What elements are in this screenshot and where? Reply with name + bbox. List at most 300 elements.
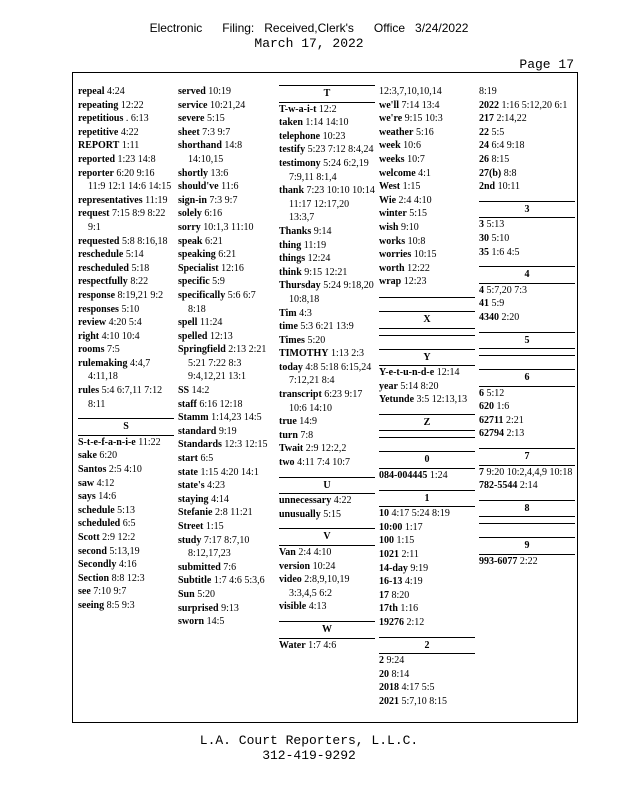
index-references: 9:19 [410, 562, 429, 574]
index-references: 14:9 [299, 416, 318, 428]
index-references: 4:17 5:24 8:19 [391, 508, 450, 520]
index-word: schedule [78, 504, 115, 516]
index-word: review [78, 317, 107, 329]
index-references: 8:15 [491, 153, 510, 165]
section-header [279, 477, 375, 493]
index-word: respectfully [78, 276, 128, 288]
index-references: 11:24 [199, 317, 223, 329]
index-references: 1:6 4:5 [491, 246, 520, 258]
index-word: sign-in [178, 194, 207, 206]
index-references: 11:19 [303, 239, 327, 251]
index-entry [178, 574, 274, 588]
index-entry [379, 602, 475, 616]
index-references: 8:22 [130, 276, 149, 288]
index-entry [78, 316, 174, 330]
index-word: weather [379, 126, 414, 138]
index-references: 10:21,24 [209, 99, 246, 111]
empty-section-rule [479, 523, 575, 530]
index-word: specific [178, 276, 210, 288]
index-word: year [379, 380, 398, 392]
index-word: saw [78, 477, 95, 489]
index-references: 4:17 5:5 [401, 682, 435, 694]
section-header [379, 637, 475, 653]
index-references: 5:4 6:7,11 7:12 8:11 [88, 385, 163, 410]
index-entry [178, 438, 274, 452]
index-references: 1:15 4:20 14:1 [200, 466, 259, 478]
index-references: 7:6 [223, 561, 237, 573]
index-word: Scott [78, 532, 100, 543]
index-references: 9:15 10:3 [404, 113, 443, 125]
index-entry [379, 393, 475, 407]
index-references: . 6:13 [125, 113, 149, 125]
index-references: 2:8 11:21 [214, 507, 253, 519]
index-entry [379, 548, 475, 562]
index-column-5 [479, 85, 575, 569]
index-references: 6:20 9:16 11:9 12:1 14:6 14:15 [88, 167, 172, 193]
section-header [379, 349, 475, 365]
index-entry [479, 153, 575, 167]
section-header [479, 500, 575, 516]
index-entry [78, 449, 174, 463]
section-letter: V [323, 531, 331, 543]
index-references: 5:7,10 8:15 [401, 695, 448, 707]
index-entry [178, 493, 274, 507]
index-word: 17th [379, 603, 398, 615]
index-references: 8:19,21 9:2 [117, 289, 164, 301]
index-entry [379, 99, 475, 113]
index-word: Wie [379, 194, 397, 206]
index-word: today [279, 361, 303, 373]
index-references: 1:23 14:8 [117, 153, 156, 165]
section-letter: 2 [424, 639, 430, 651]
index-word: submitted [178, 561, 221, 573]
index-references: 5:5 [491, 126, 505, 138]
index-entry [479, 311, 575, 325]
index-entry [379, 681, 475, 695]
index-references: 2:11 [401, 549, 419, 561]
index-word: service [178, 99, 208, 111]
index-references: 2:4 4:10 [398, 194, 432, 206]
index-word: specifically [178, 289, 226, 301]
index-entry [178, 466, 274, 480]
index-word: 2021 [379, 695, 399, 707]
index-references: 5:9 [212, 276, 225, 288]
index-entry [279, 600, 375, 614]
index-word: state's [178, 480, 205, 492]
index-word: T-w-a-i-t [279, 103, 317, 115]
index-entry [479, 284, 575, 298]
index-entry [279, 442, 375, 456]
index-word: Standards [178, 439, 222, 451]
index-references: 4:20 5:4 [108, 317, 142, 329]
index-entry [479, 85, 575, 99]
index-entry [78, 463, 174, 477]
index-entry [379, 262, 475, 276]
index-references: 6:5 [200, 453, 214, 465]
index-references: 10:1,3 11:10 [203, 221, 254, 233]
index-entry [178, 615, 274, 629]
index-word: we'll [379, 99, 399, 111]
index-word: true [279, 416, 297, 428]
section-header [379, 490, 475, 506]
index-entry [379, 153, 475, 167]
index-word: served [178, 86, 206, 97]
index-word: week [379, 140, 401, 152]
index-references: 8:5 9:3 [106, 599, 135, 611]
index-entry [178, 398, 274, 412]
index-word: welcome [379, 167, 416, 179]
index-references: 1:17 [404, 521, 423, 533]
index-entry [279, 116, 375, 130]
index-references: 11:6 [221, 181, 239, 193]
index-entry [78, 517, 174, 531]
index-entry [279, 266, 375, 280]
index-word: things [279, 253, 306, 265]
index-references: 13:6 [210, 167, 229, 179]
index-references: 1:6 [496, 401, 510, 413]
index-word: 620 [479, 401, 494, 413]
index-word: Yetunde [379, 394, 415, 406]
index-word: severe [178, 113, 205, 125]
index-references: 1:7 4:6 5:3,6 [213, 575, 265, 587]
index-references: 10:24 [312, 560, 336, 572]
index-word: wrap [379, 276, 402, 288]
index-entry [78, 599, 174, 613]
index-word: 3 [479, 219, 484, 231]
index-references: 9:13 [221, 602, 239, 614]
section-header [279, 85, 375, 101]
index-word: repeating [78, 99, 119, 111]
index-references: 5:13 [486, 219, 505, 231]
index-entry [279, 320, 375, 334]
index-word: 30 [479, 232, 489, 244]
index-entry [379, 180, 475, 194]
index-word: study [178, 534, 202, 546]
index-entry [279, 573, 375, 600]
index-entry [178, 330, 274, 344]
index-word: spelled [178, 330, 208, 342]
index-word: response [78, 289, 116, 301]
index-references: 2:20 [501, 311, 520, 323]
index-entry [379, 139, 475, 153]
index-references: 10:23 [322, 130, 346, 142]
footer-company: L.A. Court Reporters, L.L.C. [199, 733, 419, 748]
index-references: 12:24 [307, 253, 331, 265]
index-word: telephone [279, 130, 321, 142]
index-references: 4:16 [118, 559, 137, 571]
index-entry [178, 316, 274, 330]
index-references: 4:3 [299, 307, 312, 319]
index-references: 4:13 [308, 601, 327, 613]
index-entry [178, 167, 274, 181]
index-references: 5:8 8:16,18 [121, 235, 168, 247]
index-entry [379, 235, 475, 249]
index-word: says [78, 491, 96, 503]
index-word: start [178, 453, 198, 465]
index-entry [279, 334, 375, 348]
index-word: Twait [279, 443, 304, 455]
index-entry [479, 126, 575, 140]
index-word: worth [379, 262, 405, 274]
index-references: 5:24 6:2,19 7:9,11 8:1,4 [289, 157, 369, 183]
index-entry [279, 546, 375, 560]
index-references: 2:21 [505, 414, 524, 426]
index-references: 12:3,7,10,10,14 [379, 86, 442, 97]
section-header [479, 537, 575, 553]
index-entry [78, 531, 174, 545]
index-entry [78, 330, 174, 344]
index-entry [279, 103, 375, 117]
index-entry [78, 436, 174, 450]
index-entry [178, 221, 274, 235]
index-entry [178, 520, 274, 534]
index-entry [78, 194, 174, 208]
section-header [279, 621, 375, 637]
index-entry [178, 126, 274, 140]
index-entry [479, 427, 575, 441]
index-entry [78, 248, 174, 262]
index-word: speaking [178, 249, 216, 261]
index-column-2 [178, 85, 274, 629]
index-references: 10:7 [407, 153, 425, 165]
index-word: 35 [479, 246, 489, 258]
index-references: 10:8 [407, 235, 426, 247]
index-references: 4:23 [207, 480, 225, 492]
index-word: Section [78, 572, 110, 584]
index-references: 2:14,22 [496, 113, 527, 125]
section-header [279, 528, 375, 544]
index-entry [78, 303, 174, 317]
index-entry [379, 112, 475, 126]
index-entry [279, 307, 375, 321]
index-entry [178, 588, 274, 602]
index-entry [178, 384, 274, 398]
footer-phone: 312-419-9292 [262, 748, 356, 763]
section-letter: 6 [524, 372, 530, 384]
index-word: standard [178, 425, 217, 437]
index-entry [279, 157, 375, 184]
index-entry [379, 654, 475, 668]
index-references: 11:19 [145, 194, 168, 206]
index-word: 41 [479, 298, 489, 310]
index-word: should've [178, 181, 219, 193]
index-word: unusually [279, 508, 321, 520]
index-references: 3:5 12:13,13 [416, 394, 468, 406]
index-references: 2:9 12:2,2 [305, 443, 347, 455]
index-word: we're [379, 113, 403, 125]
index-entry [178, 85, 274, 99]
section-letter: 5 [524, 334, 530, 346]
index-references: 1:15 [402, 181, 421, 193]
section-letter: W [322, 623, 332, 635]
index-word: staff [178, 398, 197, 410]
index-word: 4340 [479, 311, 499, 323]
index-entry [379, 85, 475, 99]
index-word: 7 [479, 466, 484, 478]
index-entry [479, 297, 575, 311]
index-entry [479, 555, 575, 569]
index-references: 14:8 14:10,15 [188, 140, 243, 165]
index-references: 12:23 [403, 276, 427, 288]
index-references: 4:14 [211, 493, 229, 505]
index-word: 782-5544 [479, 480, 518, 492]
index-column-3 [279, 85, 375, 652]
index-references: 4:10 10:4 [101, 330, 140, 342]
index-entry [78, 545, 174, 559]
index-word: testimony [279, 157, 321, 169]
index-entry [78, 99, 174, 113]
index-references: 7:10 9:7 [93, 586, 127, 598]
index-entry [379, 695, 475, 709]
index-references: 2:9 12:2 [102, 532, 136, 543]
index-references: 1:16 [400, 603, 419, 615]
index-word: shortly [178, 167, 208, 179]
index-references: 1:14,23 14:5 [211, 412, 262, 424]
section-letter: 9 [524, 540, 530, 552]
index-entry [379, 167, 475, 181]
index-references: 10:15 [413, 249, 437, 261]
index-column-1 [78, 85, 174, 613]
index-entry [78, 85, 174, 99]
index-references: 2:12 [406, 617, 425, 628]
index-word: winter [379, 208, 407, 220]
index-references: 1:11 [121, 140, 140, 152]
index-entry [379, 380, 475, 394]
index-word: Thanks [279, 225, 312, 237]
section-letter: 7 [524, 451, 530, 463]
index-references: 9:19 [218, 425, 237, 437]
index-references: 7:8 [300, 429, 314, 441]
index-word: 2018 [379, 682, 399, 694]
index-references: 5:20 [307, 334, 326, 346]
document-date: March 17, 2022 [254, 36, 364, 51]
word-index-box [72, 72, 578, 723]
index-column-4 [379, 85, 475, 709]
index-word: repetitious [78, 113, 124, 125]
index-word: Specialist [178, 262, 219, 274]
index-references: 4:12 [96, 477, 115, 489]
index-word: REPORT [78, 140, 120, 152]
index-word: right [78, 330, 100, 342]
index-entry [78, 572, 174, 586]
index-references: 5:13,19 [109, 545, 140, 557]
index-entry [379, 534, 475, 548]
index-references: 5:15 [206, 113, 225, 125]
index-references: 4:19 [404, 576, 423, 588]
index-references: 2:8,9,10,19 3:3,4,5 6:2 [289, 574, 350, 599]
index-word: Subtitle [178, 575, 212, 587]
index-word: rooms [78, 344, 105, 356]
index-word: rescheduled [78, 262, 129, 274]
section-letter: S [123, 421, 129, 433]
index-word: thank [279, 185, 305, 197]
index-entry [479, 218, 575, 232]
index-entry [379, 521, 475, 535]
index-word: sheet [178, 126, 200, 138]
index-references: 12:2 [318, 103, 337, 115]
index-word: repeal [78, 86, 105, 97]
index-word: seeing [78, 599, 105, 611]
index-word: speak [178, 235, 203, 247]
index-references: 5:7,20 7:3 [486, 284, 528, 296]
index-word: state [178, 466, 198, 478]
index-entry [379, 194, 475, 208]
index-word: 2 [379, 655, 384, 667]
index-entry [479, 414, 575, 428]
index-references: 6:21 [204, 235, 223, 247]
section-letter: 1 [424, 492, 430, 504]
section-header [379, 311, 475, 327]
index-references: 14:2 [191, 385, 210, 397]
section-header [78, 418, 174, 434]
index-entry [78, 139, 174, 153]
index-word: Times [279, 334, 305, 346]
index-entry [479, 180, 575, 194]
index-entry [379, 575, 475, 589]
index-word: requested [78, 235, 120, 247]
empty-section-rule [479, 355, 575, 362]
index-entry [379, 507, 475, 521]
index-word: 2nd [479, 181, 496, 193]
index-references: 9:15 12:21 [304, 266, 348, 278]
index-word: Stefanie [178, 507, 213, 519]
index-references: 6:16 12:18 [199, 398, 243, 410]
index-references: 1:15 [396, 535, 415, 547]
index-word: taken [279, 117, 303, 129]
index-word: 4 [479, 284, 484, 296]
index-word: turn [279, 429, 298, 441]
index-references: 2:13 [506, 428, 525, 440]
index-entry [178, 207, 274, 221]
index-references: 2:14 [519, 480, 538, 492]
section-letter: 8 [524, 502, 530, 514]
index-references: 14:5 [206, 616, 225, 628]
index-word: version [279, 560, 311, 572]
index-references: 5:12 [486, 387, 505, 399]
section-header [479, 448, 575, 464]
index-word: 993-6077 [479, 556, 518, 568]
index-word: visible [279, 601, 307, 613]
index-entry [78, 384, 174, 411]
index-word: staying [178, 493, 209, 505]
index-references: 6:21 [218, 249, 237, 261]
index-references: 1:15 [205, 521, 224, 532]
index-entry [379, 616, 475, 630]
index-entry [178, 275, 274, 289]
index-entry [479, 112, 575, 126]
index-references: 4:1 [418, 167, 431, 179]
index-word: sake [78, 450, 97, 462]
index-references: 6:5 [122, 518, 136, 530]
index-references: 8:8 12:3 [111, 572, 145, 584]
index-entry [78, 235, 174, 249]
section-letter: X [423, 313, 431, 325]
index-word: weeks [379, 153, 405, 165]
index-references: 4:11 7:4 10:7 [297, 457, 351, 469]
index-references: 1:13 2:3 [330, 348, 365, 360]
index-entry [178, 262, 274, 276]
section-letter: 4 [524, 269, 530, 281]
index-word: Springfield [178, 344, 226, 356]
index-entry [279, 560, 375, 574]
index-references: 12:13 [209, 330, 233, 342]
index-entry [379, 469, 475, 483]
index-entry [279, 143, 375, 157]
index-word: two [279, 457, 295, 469]
index-references: 9:24 [386, 655, 405, 667]
index-entry [178, 194, 274, 208]
index-word: request [78, 208, 110, 220]
